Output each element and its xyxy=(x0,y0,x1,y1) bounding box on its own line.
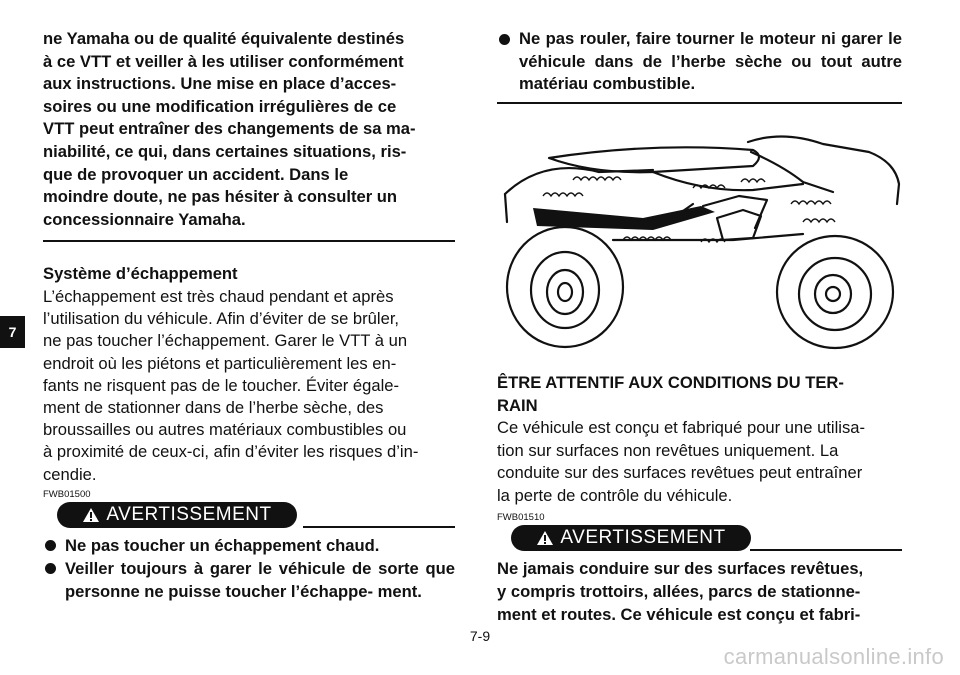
text-line: broussailles ou autres matériaux combustibles ou xyxy=(43,420,407,440)
text-line: moindre doute, ne pas hésiter à consulter un xyxy=(43,187,398,207)
text-line: ment et routes. Ce véhicule est conçu et fabri- xyxy=(497,604,861,624)
text-line: Ce véhicule est conçu et fabriqué pour une utilisa- xyxy=(497,418,866,438)
warning-label: AVERTISSEMENT xyxy=(106,503,272,525)
page-number: 7-9 xyxy=(469,628,491,644)
reference-code: FWB01500 xyxy=(43,488,91,500)
fire-warning-bullets xyxy=(497,28,902,96)
exhaust-pipe xyxy=(533,206,715,230)
text-line: ne pas toucher l’échappement. Garer le VTT à un xyxy=(43,331,408,351)
right-column-lower xyxy=(497,372,902,626)
atv-illustration xyxy=(503,122,903,354)
list-item: Ne pas rouler, faire tourner le moteur ni garer le véhicule dans de l’herbe sèche ou tout autre matériau combustible. xyxy=(497,28,902,96)
text-line: ne Yamaha ou de qualité équivalente destinés xyxy=(43,29,405,48)
text-line: cendie. xyxy=(43,464,97,484)
warning-triangle-icon xyxy=(82,507,100,523)
exhaust-paragraph xyxy=(43,286,455,486)
text-line: concessionnaire Yamaha. xyxy=(43,209,246,229)
intro-paragraph xyxy=(43,28,455,231)
text-line: la perte de contrôle du véhicule. xyxy=(497,485,733,505)
warning-triangle-icon xyxy=(536,530,554,546)
terrain-paragraph xyxy=(497,417,902,507)
list-item: Ne pas toucher un échappement chaud. xyxy=(43,534,455,557)
warning-rule xyxy=(303,526,455,528)
warning-label: AVERTISSEMENT xyxy=(560,526,726,548)
text-line: niabilité, ce qui, dans certaines situations, ris- xyxy=(43,141,407,161)
watermark: carmanualsonline.info xyxy=(723,644,944,669)
section-divider xyxy=(497,102,902,104)
reference-code: FWB01510 xyxy=(497,511,545,523)
warning-badge xyxy=(511,525,751,551)
list-item: Veiller toujours à garer le véhicule de sorte que personne ne puisse toucher l’échappe- ment. xyxy=(43,557,455,603)
section-title: RAIN xyxy=(497,395,538,415)
warning-header xyxy=(497,525,902,551)
right-column xyxy=(497,22,902,104)
text-line: VTT peut entraîner des changements de sa ma- xyxy=(43,119,416,139)
text-line: l’utilisation du véhicule. Afin d’éviter de se brûler, xyxy=(43,309,400,329)
left-column xyxy=(43,22,455,603)
text-line: L’échappement est très chaud pendant et après xyxy=(43,286,394,306)
text-line: endroit où les piétons et particulièrement les en- xyxy=(43,353,397,373)
front-wheel xyxy=(777,236,893,348)
warning-badge xyxy=(57,502,297,528)
text-line: aux instructions. Une mise en place d’acces- xyxy=(43,74,397,94)
text-line: tion sur surfaces non revêtues uniquement. La xyxy=(497,440,839,460)
warning-rule xyxy=(750,549,902,551)
section-title: Système d’échappement xyxy=(43,264,238,284)
text-line: Ne jamais conduire sur des surfaces revêtues, xyxy=(497,558,864,578)
warning-header xyxy=(43,502,455,528)
section-title: ÊTRE ATTENTIF AUX CONDITIONS DU TER- xyxy=(497,373,844,392)
text-line: que de provoquer un accident. Dans le xyxy=(43,164,349,184)
section-divider xyxy=(43,240,455,242)
text-line: conduite sur des surfaces revêtues peut entraîner xyxy=(497,463,863,483)
warning-bullets xyxy=(43,534,455,603)
text-line: fants ne risquent pas de le toucher. Éviter égale- xyxy=(43,375,400,395)
text-line: soires ou une modification irrégulières de ce xyxy=(43,96,397,116)
warning-text xyxy=(497,557,902,626)
text-line: à proximité de ceux-ci, afin d’éviter les risques d’in- xyxy=(43,442,419,462)
text-line: ment de stationner dans de l’herbe sèche, des xyxy=(43,397,384,417)
chapter-tab: 7 xyxy=(0,316,25,348)
text-line: à ce VTT et veiller à les utiliser conformément xyxy=(43,51,404,71)
text-line: y compris trottoirs, allées, parcs de stationne- xyxy=(497,581,861,601)
